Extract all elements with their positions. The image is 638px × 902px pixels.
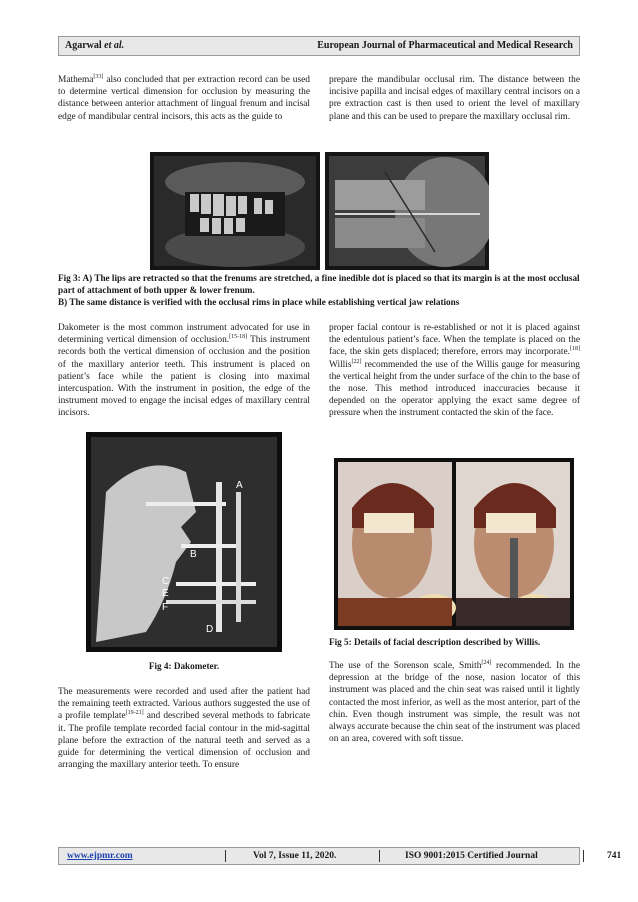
column-left-middle (58, 322, 310, 420)
label-f: F (162, 602, 169, 613)
paragraph: Dakometer is the most common instrument advocated for use in determining vertical dimension of occlusion.[15-18] This instrument records both the vertical dimension of occlusion and the position of the maxillary anterior teeth. This instrument is placed on patient’s face while the patient is closing into maximal intercuspation. With the instrument in position, the edge of the instrument moved to engage the incisal edges of maxillary central incisors. (58, 323, 310, 419)
paragraph: proper facial contour is re-established or not it is placed against the edentulous patient’s face. When the template is placed on the face, the skin gets displaced; therefore, errors may incorporate.[18] Willis[22] recommended the use of the Willis gauge for measuring the vertical height from the under surface of the chin to the base of the nose. This method introduced inaccuracies because it depended on the operator applying the exact same degree of pressure when the instrument contacted the skin of the face. (329, 323, 580, 419)
figure-4-caption: Fig 4: Dakometer. (148, 661, 220, 671)
figure-3-caption: Fig 3: A) The lips are retracted so that the frenums are stretched, a fine inedible dot is placed so that its margin is at the most occlusal part of attachment of both upper & lower frenum. B) The same distance is verified with the occlusal rims in place while establishing vertical jaw relations (58, 273, 580, 307)
page-footer (58, 847, 622, 865)
paragraph: The use of the Sorenson scale, Smith[24] recommended. In the depression at the bridge of the nose, nasion locator of this instrument was placed and the chin seat was raised until it lightly contacted the most inferior, as well as the most anterior, part of the chin. Even though instrument was simple, the result was not always accurate because the chin seat of the instrument was placed on an area, covered with soft tissue. (329, 659, 580, 745)
header-authors: Agarwal et al. (65, 40, 125, 51)
label-e: E (162, 588, 169, 599)
figure-5-caption: Fig 5: Details of facial description described by Willis. (329, 637, 541, 647)
footer-divider (225, 850, 226, 862)
column-left-top (58, 74, 310, 123)
paragraph: prepare the mandibular occlusal rim. The distance between the incisive papilla and incisal edges of maxillary central incisors on a pre extraction cast is then used to orient the level of maxillary plane and this can be used to prepare the maxillary occlusal rim. (329, 75, 580, 122)
footer-iso: ISO 9001:2015 Certified Journal (405, 851, 538, 861)
occlusal-rim-photo-b (325, 152, 489, 270)
journal-url-link[interactable]: www.ejpmr.com (67, 851, 133, 861)
figure-3a-image (150, 152, 320, 270)
label-b: B (190, 549, 197, 560)
label-d: D (206, 624, 214, 635)
label-c: C (162, 576, 170, 587)
page-number: 741 (607, 851, 622, 861)
figure-4-image (86, 432, 282, 652)
willis-gauge-photo (334, 458, 574, 630)
footer-divider (583, 850, 584, 862)
dakometer-photo (86, 432, 282, 652)
footer-volume: Vol 7, Issue 11, 2020. (253, 851, 337, 861)
header-journal: European Journal of Pharmaceutical and Medical Research (317, 40, 573, 51)
figure-3b-image (325, 152, 489, 270)
column-right-middle (329, 322, 580, 420)
column-right-top (329, 74, 580, 123)
teeth-photo-a (150, 152, 320, 270)
column-right-bottom (329, 660, 580, 745)
label-a: A (236, 480, 243, 491)
footer-divider (379, 850, 380, 862)
figure-5-image (334, 458, 574, 630)
column-left-bottom (58, 686, 310, 771)
paragraph: Mathema[33] also concluded that per extraction record can be used to determine vertical dimension for occlusion by measuring the distance between anterior attachment of lingual frenum and incisal edge of mandibular central incisors, this acts as the guide to (58, 73, 310, 122)
paragraph: The measurements were recorded and used after the patient had the remaining teeth extracted. Various authors suggested the use of a profile template[19-21] and described several methods to fabricate it. The profile template recorded facial contour in the mid-sagittal plane before the extraction of the natural teeth and served as a guide for determining the vertical dimension of occlusion and arranging the maxillary anterior teeth. To ensure (58, 687, 310, 771)
running-header (58, 36, 580, 56)
